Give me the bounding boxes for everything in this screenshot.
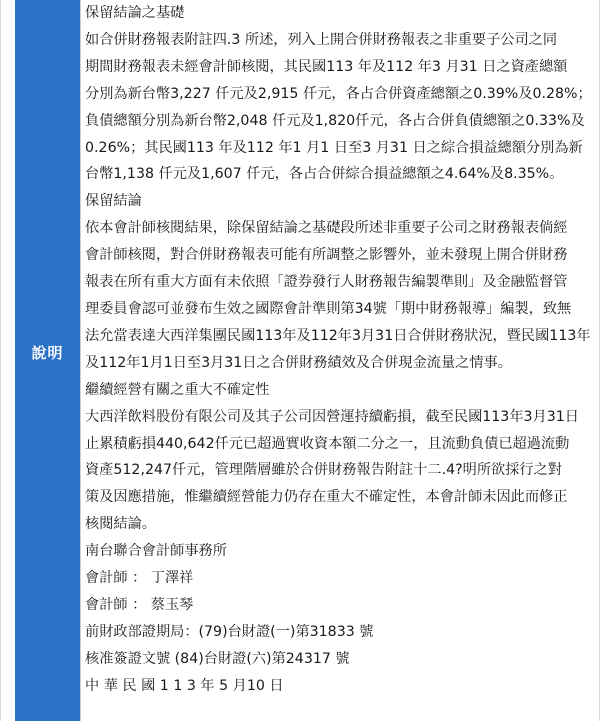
basis-line: 如合併財務報表附註四.3 所述，列入上開合併財務報表之非重要子公司之同 bbox=[85, 31, 558, 48]
firm-name: 南台聯合會計師事務所 bbox=[85, 543, 227, 560]
side-label: 說明 bbox=[31, 344, 64, 362]
basis-heading: 保留結論之基礎 bbox=[85, 5, 185, 21]
basis-line: 期間財務報表未經會計師核閱，其民國113 年及112 年3 月31 日之資產總額 bbox=[85, 58, 568, 75]
conclusion-line: 會計師核閱，對合併財務報表可能有所調整之影響外，並未發現上開合併財務 bbox=[85, 247, 568, 264]
cpa-signer-1: 會計師 ： 丁澤祥 bbox=[85, 570, 194, 587]
basis-line: 負債總額分別為新台幣2,048 仟元及1,820仟元，各占合併負債總額之0.33%及 bbox=[85, 112, 585, 129]
conclusion-heading: 保留結論 bbox=[85, 193, 142, 210]
certificate-number-1: 前財政部證期局：(79)台財證(一)第31833 號 bbox=[85, 623, 374, 640]
conclusion-line: 理委員會認可並發布生效之國際會計準則第34號「期中財務報導」編製，致無 bbox=[85, 300, 572, 317]
side-label-cell bbox=[15, 0, 80, 721]
conclusion-line: 報表在所有重大方面有未依照「證券發行人財務報告編製準則」及金融監督管 bbox=[85, 274, 568, 291]
conclusion-line: 及112年1月1日至3月31日之合併財務績效及合併現金流量之情事。 bbox=[85, 354, 512, 371]
conclusion-line: 法允當表達大西洋集團民國113年及112年3月31日合併財務狀況，暨民國113年 bbox=[85, 327, 591, 344]
content-cell bbox=[80, 0, 599, 721]
basis-line: 分別為新台幣3,227 仟元及2,915 仟元，各占合併資產總額之0.39%及0.28%； bbox=[85, 85, 592, 102]
conclusion-line: 依本會計師核閱結果，除保留結論之基礎段所述非重要子公司之財務報表倘經 bbox=[85, 220, 568, 237]
going-concern-line: 大西洋飲料股份有限公司及其子公司因營運持續虧損，截至民國113年3月31日 bbox=[85, 408, 579, 425]
basis-line: 台幣1,138 仟元及1,607 仟元，各占合併綜合損益總額之4.64%及8.35%。 bbox=[85, 166, 564, 183]
report-date: 中 華 民 國 1 1 3 年 5 月10 日 bbox=[85, 677, 284, 694]
going-concern-line: 資產512,247仟元，管理階層雖於合併財務報告附註十二.4?明所欲採行之對 bbox=[85, 462, 562, 479]
cpa-signer-2: 會計師 ： 蔡玉琴 bbox=[85, 596, 194, 613]
going-concern-heading: 繼續經營有關之重大不確定性 bbox=[85, 381, 270, 398]
basis-line: 0.26%；其民國113 年及112 年1 月1 日至3 月31 日之綜合損益總額分別為新 bbox=[85, 139, 583, 156]
report-content bbox=[81, 0, 599, 700]
going-concern-line: 核閱結論。 bbox=[85, 516, 156, 533]
going-concern-line: 止累積虧損440,642仟元已超過實收資本額二分之一，且流動負債已超過流動 bbox=[85, 435, 570, 452]
going-concern-line: 策及因應措施，惟繼續經營能力仍存在重大不確定性，本會計師未因此而修正 bbox=[85, 489, 568, 506]
certificate-number-2: 核准簽證文號 (84)台財證(六)第24317 號 bbox=[85, 650, 350, 667]
